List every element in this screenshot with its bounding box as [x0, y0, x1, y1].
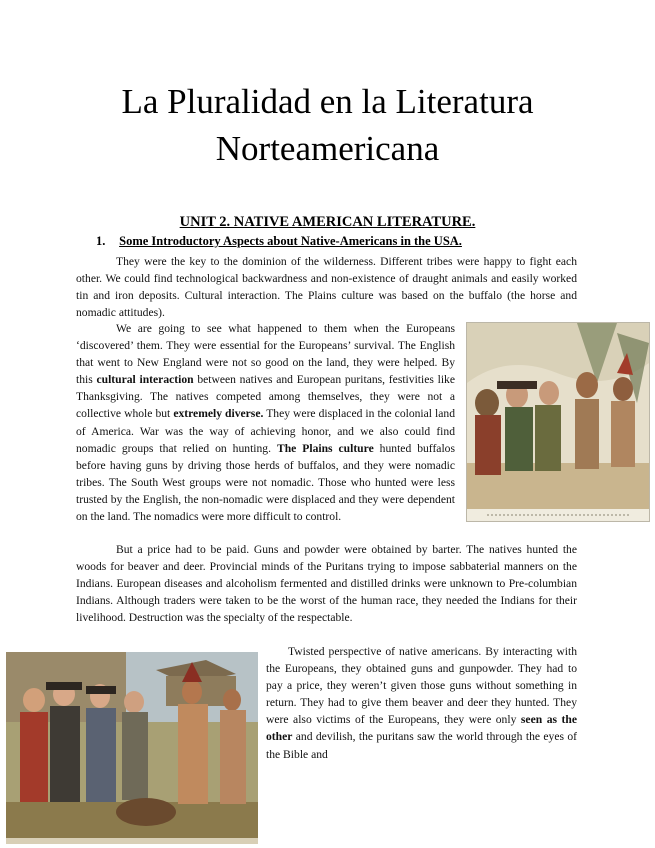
illustration-2-drawing — [6, 652, 258, 844]
paragraph-4-text-a: Twisted perspective of native americans. By interacting with the Europeans, they obtained guns and gunpowder. They had to pay a price, they weren’t given those guns without something in return. They had to give them beaver and deer they hunted. They were also victims of the Europeans, they were only — [266, 645, 577, 727]
paragraph-2-bold-3: The Plains culture — [276, 441, 374, 455]
title-line-2: Norteamericana — [215, 129, 440, 168]
section-title: Some Introductory Aspects about Native-Americans in the USA. — [119, 234, 462, 248]
illustration-1-drawing — [467, 323, 649, 521]
paragraph-2-bold-1: cultural interaction — [96, 373, 194, 387]
paragraph-2-text-d: hunted buffalos before having guns by driving those herds of buffalos, and they were nomadic tribes. The South West groups were not nomadic. Those who hunted were less trusted by the English, the non-nomadic were displaced and they were dependent on the land. The nomadics were more difficult to control. — [76, 441, 455, 524]
paragraph-4 — [266, 643, 577, 763]
paragraph-4-bold: seen as the other — [266, 713, 577, 744]
section-number: 1. — [96, 234, 106, 248]
paragraph-2-text-c: They were displaced in the colonial land of America. War was the way of achieving honor, and we also could find nomadic groups that relied on hunting. — [76, 407, 456, 455]
paragraph-4-text-b: and devilish, the puritans saw the world through the eyes of the Bible and — [266, 730, 577, 761]
paragraph-2-text-b: between natives and European puritans, festivities like Thanksgiving. The natives competed among themselves, they were not a collective whole but — [76, 373, 455, 421]
illustration-colonists-and-native — [6, 652, 258, 844]
paragraph-1: They were the key to the dominion of the wilderness. Different tribes were happy to fight each other. We could find technological backwardness and non-existence of draught animals and easily worked tin and iron deposits. Cultural interaction. The Plains culture was based on the buffalo (the horse and nomadic attitudes). — [76, 255, 577, 320]
title-line-1: La Pluralidad en la Literatura — [121, 82, 534, 121]
unit-heading: UNIT 2. NATIVE AMERICAN LITERATURE. — [179, 214, 476, 230]
paragraph-3: But a price had to be paid. Guns and powder were obtained by barter. The natives hunted the woods for beaver and deer. Provincial minds of the Puritans trying to impose sabbaterial manners on the Indians. European diseases and alcoholism fermented and distilled drinks were unknown to Pre-columbian Indians. Although traders were taken to be the worst of the human race, they needed the Indians for their livelihood. Destruction was the specialty of the respectable. — [76, 543, 577, 625]
section-heading — [96, 234, 462, 249]
paragraph-2-bold-2: extremely diverse. — [173, 407, 264, 421]
paragraph-2 — [76, 320, 455, 525]
illustration-natives-meeting-europeans — [466, 322, 650, 522]
paragraph-2-text-a: We are going to see what happened to them when the Europeans ‘discovered’ them. They were essential for the Europeans’ survival. The English that went to New England were not so good on the land, they were helped. By this — [76, 322, 455, 387]
page-title — [0, 78, 655, 172]
